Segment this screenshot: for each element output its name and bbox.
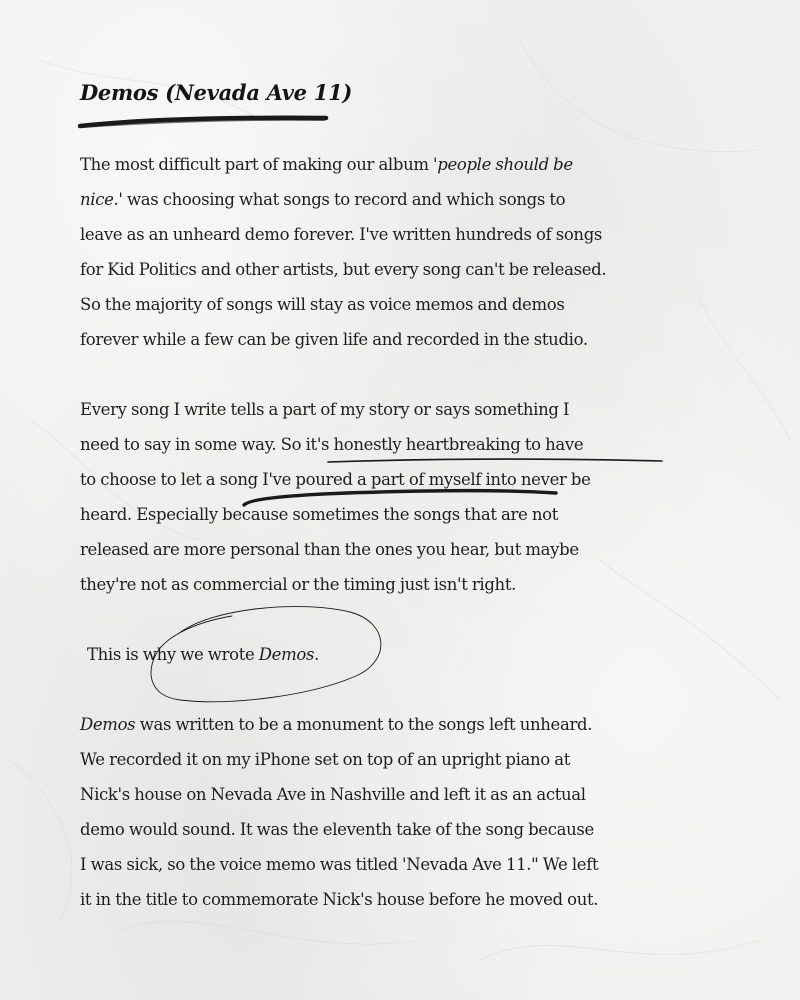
text-line: Nick's house on Nevada Ave in Nashville and left it as an actual bbox=[80, 785, 586, 804]
text-line: forever while a few can be given life and recorded in the studio. bbox=[80, 330, 588, 349]
text-segment: was choosing what songs to record and which songs to bbox=[122, 190, 566, 209]
paragraph-album-choice bbox=[80, 147, 740, 357]
page-title: Demos (Nevada Ave 11) bbox=[80, 80, 353, 105]
text-line bbox=[80, 707, 740, 742]
text-line bbox=[87, 637, 747, 672]
text-line: need to say in some way. So it's honestly heartbreaking to have bbox=[80, 435, 584, 454]
album-title-emphasis: people should be bbox=[437, 155, 573, 174]
text-line: to choose to let a song I've poured a part of myself into never be bbox=[80, 470, 591, 489]
album-title-emphasis: nice.' bbox=[80, 190, 123, 209]
song-title-emphasis: Demos bbox=[80, 715, 136, 734]
text-segment: was written to be a monument to the songs left unheard. bbox=[135, 715, 593, 734]
text-line: they're not as commercial or the timing just isn't right. bbox=[80, 575, 517, 594]
text-segment: This is why we wrote bbox=[87, 645, 259, 664]
text-segment: . bbox=[314, 645, 319, 664]
text-line: So the majority of songs will stay as voice memos and demos bbox=[80, 295, 565, 314]
text-line: it in the title to commemorate Nick's house before he moved out. bbox=[80, 890, 599, 909]
text-line bbox=[80, 147, 740, 182]
paragraph-recording bbox=[80, 707, 740, 917]
paragraph-every-song bbox=[80, 392, 740, 602]
text-line: released are more personal than the ones you hear, but maybe bbox=[80, 540, 579, 559]
text-segment: The most difficult part of making our album ' bbox=[80, 155, 438, 174]
text-line: We recorded it on my iPhone set on top of an upright piano at bbox=[80, 750, 571, 769]
text-line: for Kid Politics and other artists, but every song can't be released. bbox=[80, 260, 607, 279]
text-line: I was sick, so the voice memo was titled 'Nevada Ave 11." We left bbox=[80, 855, 599, 874]
text-line: demo would sound. It was the eleventh take of the song because bbox=[80, 820, 594, 839]
text-line bbox=[80, 182, 740, 217]
song-title-emphasis: Demos bbox=[258, 645, 315, 664]
text-line: Every song I write tells a part of my story or says something I bbox=[80, 400, 570, 419]
text-line: leave as an unheard demo forever. I've written hundreds of songs bbox=[80, 225, 603, 244]
text-line: heard. Especially because sometimes the songs that are not bbox=[80, 505, 558, 524]
title-brush-underline bbox=[76, 110, 332, 132]
paragraph-why-demos bbox=[87, 637, 747, 672]
